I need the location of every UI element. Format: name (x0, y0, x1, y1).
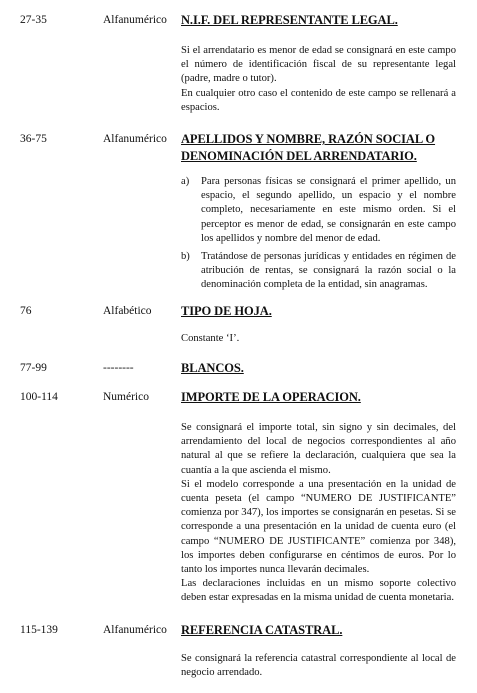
field-list (181, 175, 456, 297)
field-position: 100-114 (20, 391, 58, 403)
description-paragraph: Si el arrendatario es menor de edad se consignará en este campo el número de identificación fiscal de su representante legal (padre, madre o tutor). (181, 45, 456, 85)
list-item-text: Para personas físicas se consignará el primer apellido, un espacio, el segundo apellido, un espacio y el nombre completo, necesariamente en este mismo orden. Si el perceptor es menor de edad, se consignarán en este campo los apellidos y nombre del menor de edad. (201, 176, 456, 244)
field-description (181, 421, 456, 606)
field-type: Alfanumérico (103, 624, 167, 636)
description-paragraph: Las declaraciones incluidas en un mismo soporte colectivo deben estar expresadas en la misma unidad de cuenta monetaria. (181, 578, 456, 604)
list-item (181, 250, 456, 293)
field-position: 77-99 (20, 362, 47, 374)
field-title: TIPO DE HOJA. (181, 304, 272, 318)
field-description (181, 652, 456, 680)
field-position: 76 (20, 305, 32, 317)
field-position: 27-35 (20, 14, 47, 26)
field-type: Alfanumérico (103, 133, 167, 145)
field-title: REFERENCIA CATASTRAL. (181, 623, 343, 637)
field-type: Alfabético (103, 305, 152, 317)
field-position: 36-75 (20, 133, 47, 145)
field-title: BLANCOS. (181, 361, 244, 375)
field-description (181, 44, 456, 115)
field-type: Alfanumérico (103, 14, 167, 26)
description-paragraph: Si el modelo corresponde a una presentación en la unidad de cuenta peseta (el campo “NUMERO DE JUSTIFICANTE” comienza por 347), los importes se consignarán en pesetas. Si se corresponde a una presentación en la unidad de cuenta euro (el campo “NUMERO DE JUSTIFICANTE” comienza por 348), los importes deben configurarse en céntimos de euros. Por lo tanto los importes nunca llevarán decimales. (181, 478, 456, 576)
field-type: Numérico (103, 391, 149, 403)
list-item (181, 175, 456, 246)
field-type: -------- (103, 362, 134, 374)
list-marker: b) (181, 251, 190, 263)
field-title: IMPORTE DE LA OPERACION. (181, 390, 361, 404)
description-paragraph: Se consignará el importe total, sin signo y sin decimales, del arrendamiento del local de negocios correspondientes al año natural al que se refiere la declaración, cualquiera que sea la cuantía a la que ascienda el mismo. (181, 422, 456, 476)
list-marker: a) (181, 176, 190, 187)
description-paragraph: Se consignará la referencia catastral correspondiente al local de negocio arrendado. (181, 653, 456, 679)
field-title: N.I.F. DEL REPRESENTANTE LEGAL. (181, 13, 398, 27)
list-item-text: Tratándose de personas jurídicas y entidades en régimen de atribución de rentas, se consignará la razón social o la denominación completa de la entidad, sin anagramas. (201, 251, 456, 291)
description-paragraph: Constante ‘I’. (181, 333, 240, 344)
field-title: APELLIDOS Y NOMBRE, RAZÓN SOCIAL O DENOMINACIÓN DEL ARRENDATARIO. (181, 132, 436, 163)
description-paragraph: En cualquier otro caso el contenido de este campo se rellenará a espacios. (181, 87, 456, 113)
field-description (181, 332, 456, 346)
field-position: 115-139 (20, 624, 58, 636)
